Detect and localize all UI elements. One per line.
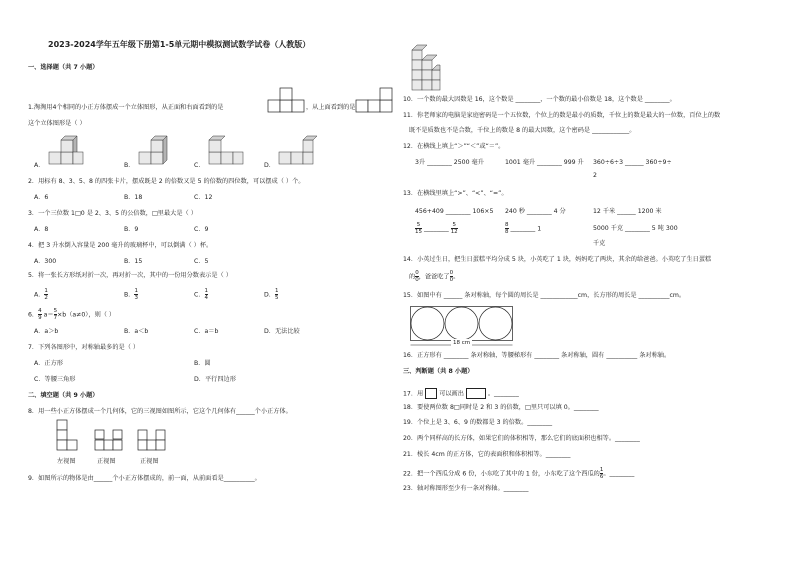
q8-left-view-figure xyxy=(57,420,79,454)
q11-text-b: 既不是质数也不是合数，千位上的数是 8 的最大因数，这个密码是 ____________。 xyxy=(409,127,636,134)
q9-stacked-cubes-figure xyxy=(410,44,442,92)
q14-text-b: 的 $\frac{0}{0}$ ，爸爸吃了 $\frac{0}{0}$ 。 xyxy=(409,270,460,283)
q4-option-b: B．15 xyxy=(124,258,143,265)
q18-text: 18．要使两位数 8□同时是 2 和 3 的倍数，□里只可以填 0。________ xyxy=(403,404,599,411)
q13-item-2: 240 秒 ________ 4 分 xyxy=(505,208,566,215)
q1-option-b: B． xyxy=(124,162,135,169)
q1-option-d-cubes xyxy=(275,134,315,168)
q3-option-a: A．8 xyxy=(34,226,49,233)
q1-top-view-figure xyxy=(356,88,392,112)
q12-item-1: 3升 ________ 2500 毫升 xyxy=(415,159,484,166)
q2-option-b: B．18 xyxy=(124,194,143,201)
square-shape-icon xyxy=(425,388,437,399)
q1-option-d: D． xyxy=(264,162,275,169)
q5-option-d: D． $\frac{1}{5}$ xyxy=(264,288,279,301)
q3-option-b: B．9 xyxy=(124,226,139,233)
q2-text: 2．用标有 8、3、5、8 的四张卡片，摆成既是 2 的倍数又是 5 的倍数的四位数，可以摆成（ ）个。 xyxy=(28,178,305,185)
q12-item-2: 1001 毫升 ________ 999 升 xyxy=(505,159,584,166)
q2-option-c: C．12 xyxy=(194,194,213,201)
q1-option-c-cubes xyxy=(205,134,245,168)
q5-option-a: A． $\frac{1}{2}$ xyxy=(34,288,48,301)
q4-text: 4．把 3 升水倒入容量是 200 毫升的玻璃杯中，可以倒满（ ）杯。 xyxy=(28,242,213,249)
q23-text: 23．轴对称图形至少有一条对称轴。________ xyxy=(403,485,529,492)
q8-top-view-figure xyxy=(138,430,168,454)
q12-text: 12．在横线上填上“＞”“＜”或“＝”。 xyxy=(403,143,505,150)
q1-option-a: A． xyxy=(34,162,45,169)
q6-text: 6． $\frac{4}{9}$ a＝ $\frac{5}{7}$ ×b（a≠0），则（ ） xyxy=(28,308,116,321)
q6-option-b: B．a＜b xyxy=(124,328,149,335)
q14-text-a: 14．小英过生日，把生日蛋糕平均分成 5 块，小英吃了 1 块，妈妈吃了两块，其余的给爸爸。小英吃了生日蛋糕 xyxy=(403,256,712,263)
q8-label-top-view: 正视图 xyxy=(140,458,159,465)
q5-text: 5．将一张长方形纸对折一次，再对折一次，其中的一份用分数表示是（ ） xyxy=(28,272,232,279)
section-3-heading: 三、判断题（共 8 小题） xyxy=(403,368,474,375)
q7-option-b: B．圆 xyxy=(194,360,211,367)
q12-item-3: 360÷6÷3 ______ 360÷9÷ xyxy=(593,159,672,166)
q13-item-3: 12 千米 ______ 1200 米 xyxy=(593,208,662,215)
q9-text: 9．如图所示的物体是由______个小正方体摆成的，前一面，从前面看是__________。 xyxy=(28,475,261,482)
q7-option-d: D．平行四边形 xyxy=(194,376,236,383)
rectangle-shape-icon xyxy=(466,388,486,399)
q15-dimension-label: 18 cm xyxy=(453,340,471,346)
q6-option-d: D．无法比较 xyxy=(264,328,300,335)
q10-text: 10．一个数的最大因数是 16，这个数是 ________，一个数的最小倍数是 18，这个数是 ________。 xyxy=(403,96,676,103)
q7-option-c: C．等腰三角形 xyxy=(34,376,76,383)
page-title: 2023-2024学年五年级下册第1-5单元期中模拟测试数学试卷（人教版） xyxy=(48,40,311,49)
q1-option-a-cubes xyxy=(45,134,85,168)
q22-text: 22．把一个西瓜分成 6 份，小东吃了其中的 1 份，小东吃了这个西瓜的 $\frac{1}{6}$ 。________ xyxy=(403,467,635,480)
q1-front-view-figure xyxy=(268,88,304,112)
q13-item-6-unit: 千克 xyxy=(593,240,606,247)
q3-text: 3．一个三位数 1□0 是 2、3、5 的公倍数，□里最大是（ ） xyxy=(28,210,197,217)
q17-text: 17．用 可以画出 。________ xyxy=(403,388,519,399)
q7-text: 7．下列各图形中，对称轴最多的是（ ） xyxy=(28,344,140,351)
section-1-heading: 一、选择题（共 7 小题） xyxy=(28,64,99,71)
q19-text: 19．个位上是 3、6、9 的数都是 3 的倍数。________ xyxy=(403,419,553,426)
q1-option-b-cubes xyxy=(135,134,175,168)
q8-label-front-view: 正视图 xyxy=(97,458,116,465)
q4-option-a: A．300 xyxy=(34,258,57,265)
q20-text: 20．两个同样高的长方体，如果它们的体积相等，那么它们的底面积也相等。________ xyxy=(403,435,640,442)
q11-text-a: 11．你老师家的电脑是家庭密码是一个五位数，个位上的数是最小的质数，千位上的数是最大的一位数，百位上的数 xyxy=(403,112,721,119)
q13-item-5: $\frac{8}{8}$ ________ 1 xyxy=(505,222,542,235)
q5-option-c: C． $\frac{1}{4}$ xyxy=(194,288,209,301)
q8-text: 8．用一些小正方体摆成一个几何体，它的三视图如图所示，它这个几何体有______个小正方体。 xyxy=(28,408,292,415)
q13-item-4: $\frac{5}{15}$ ________ $\frac{5}{12}$ xyxy=(415,222,458,235)
q5-option-b: B． $\frac{1}{3}$ xyxy=(124,288,138,301)
q1-text-b: ，从上面看到的是 xyxy=(306,104,356,111)
q4-option-c: C．5 xyxy=(194,258,209,265)
q13-item-1: 456+409 ________ 106×5 xyxy=(415,208,494,215)
q1-text-a: 1.淘淘用4个相同的小正方体摆成一个立体图形，从正面和右面看到的是 xyxy=(28,104,224,111)
q13-item-6: 5000 千克 ________ 5 吨 300 xyxy=(593,225,678,232)
q6-option-a: A．a＞b xyxy=(34,328,59,335)
q21-text: 21．棱长 4cm 的正方体，它的表面积和体积相等。________ xyxy=(403,451,571,458)
q13-text: 13．在横线里填上“>”、“<”、“=”。 xyxy=(403,190,508,197)
q1-option-c: C． xyxy=(194,162,205,169)
q16-text: 16．正方形有 ________ 条对称轴，等腰梯形有 ________ 条对称轴，圆有 __________ 条对称轴。 xyxy=(403,352,671,359)
q8-label-left-view: 左视图 xyxy=(57,458,76,465)
section-2-heading: 二、填空题（共 9 小题） xyxy=(28,392,99,399)
q1-text-c: 这个立体图形是（ ） xyxy=(28,120,86,127)
q7-option-a: A．正方形 xyxy=(34,360,63,367)
q8-front-view-figure xyxy=(95,430,125,454)
q12-item-3-divisor: 2 xyxy=(593,172,597,179)
q2-option-a: A．6 xyxy=(34,194,49,201)
q15-text: 15．如图中有 ______ 条对称轴，每个圆的周长是 ____________cm，长方形的周长是 __________cm。 xyxy=(403,292,686,299)
q3-option-c: C．9 xyxy=(194,226,209,233)
q6-option-c: C．a＝b xyxy=(194,328,219,335)
